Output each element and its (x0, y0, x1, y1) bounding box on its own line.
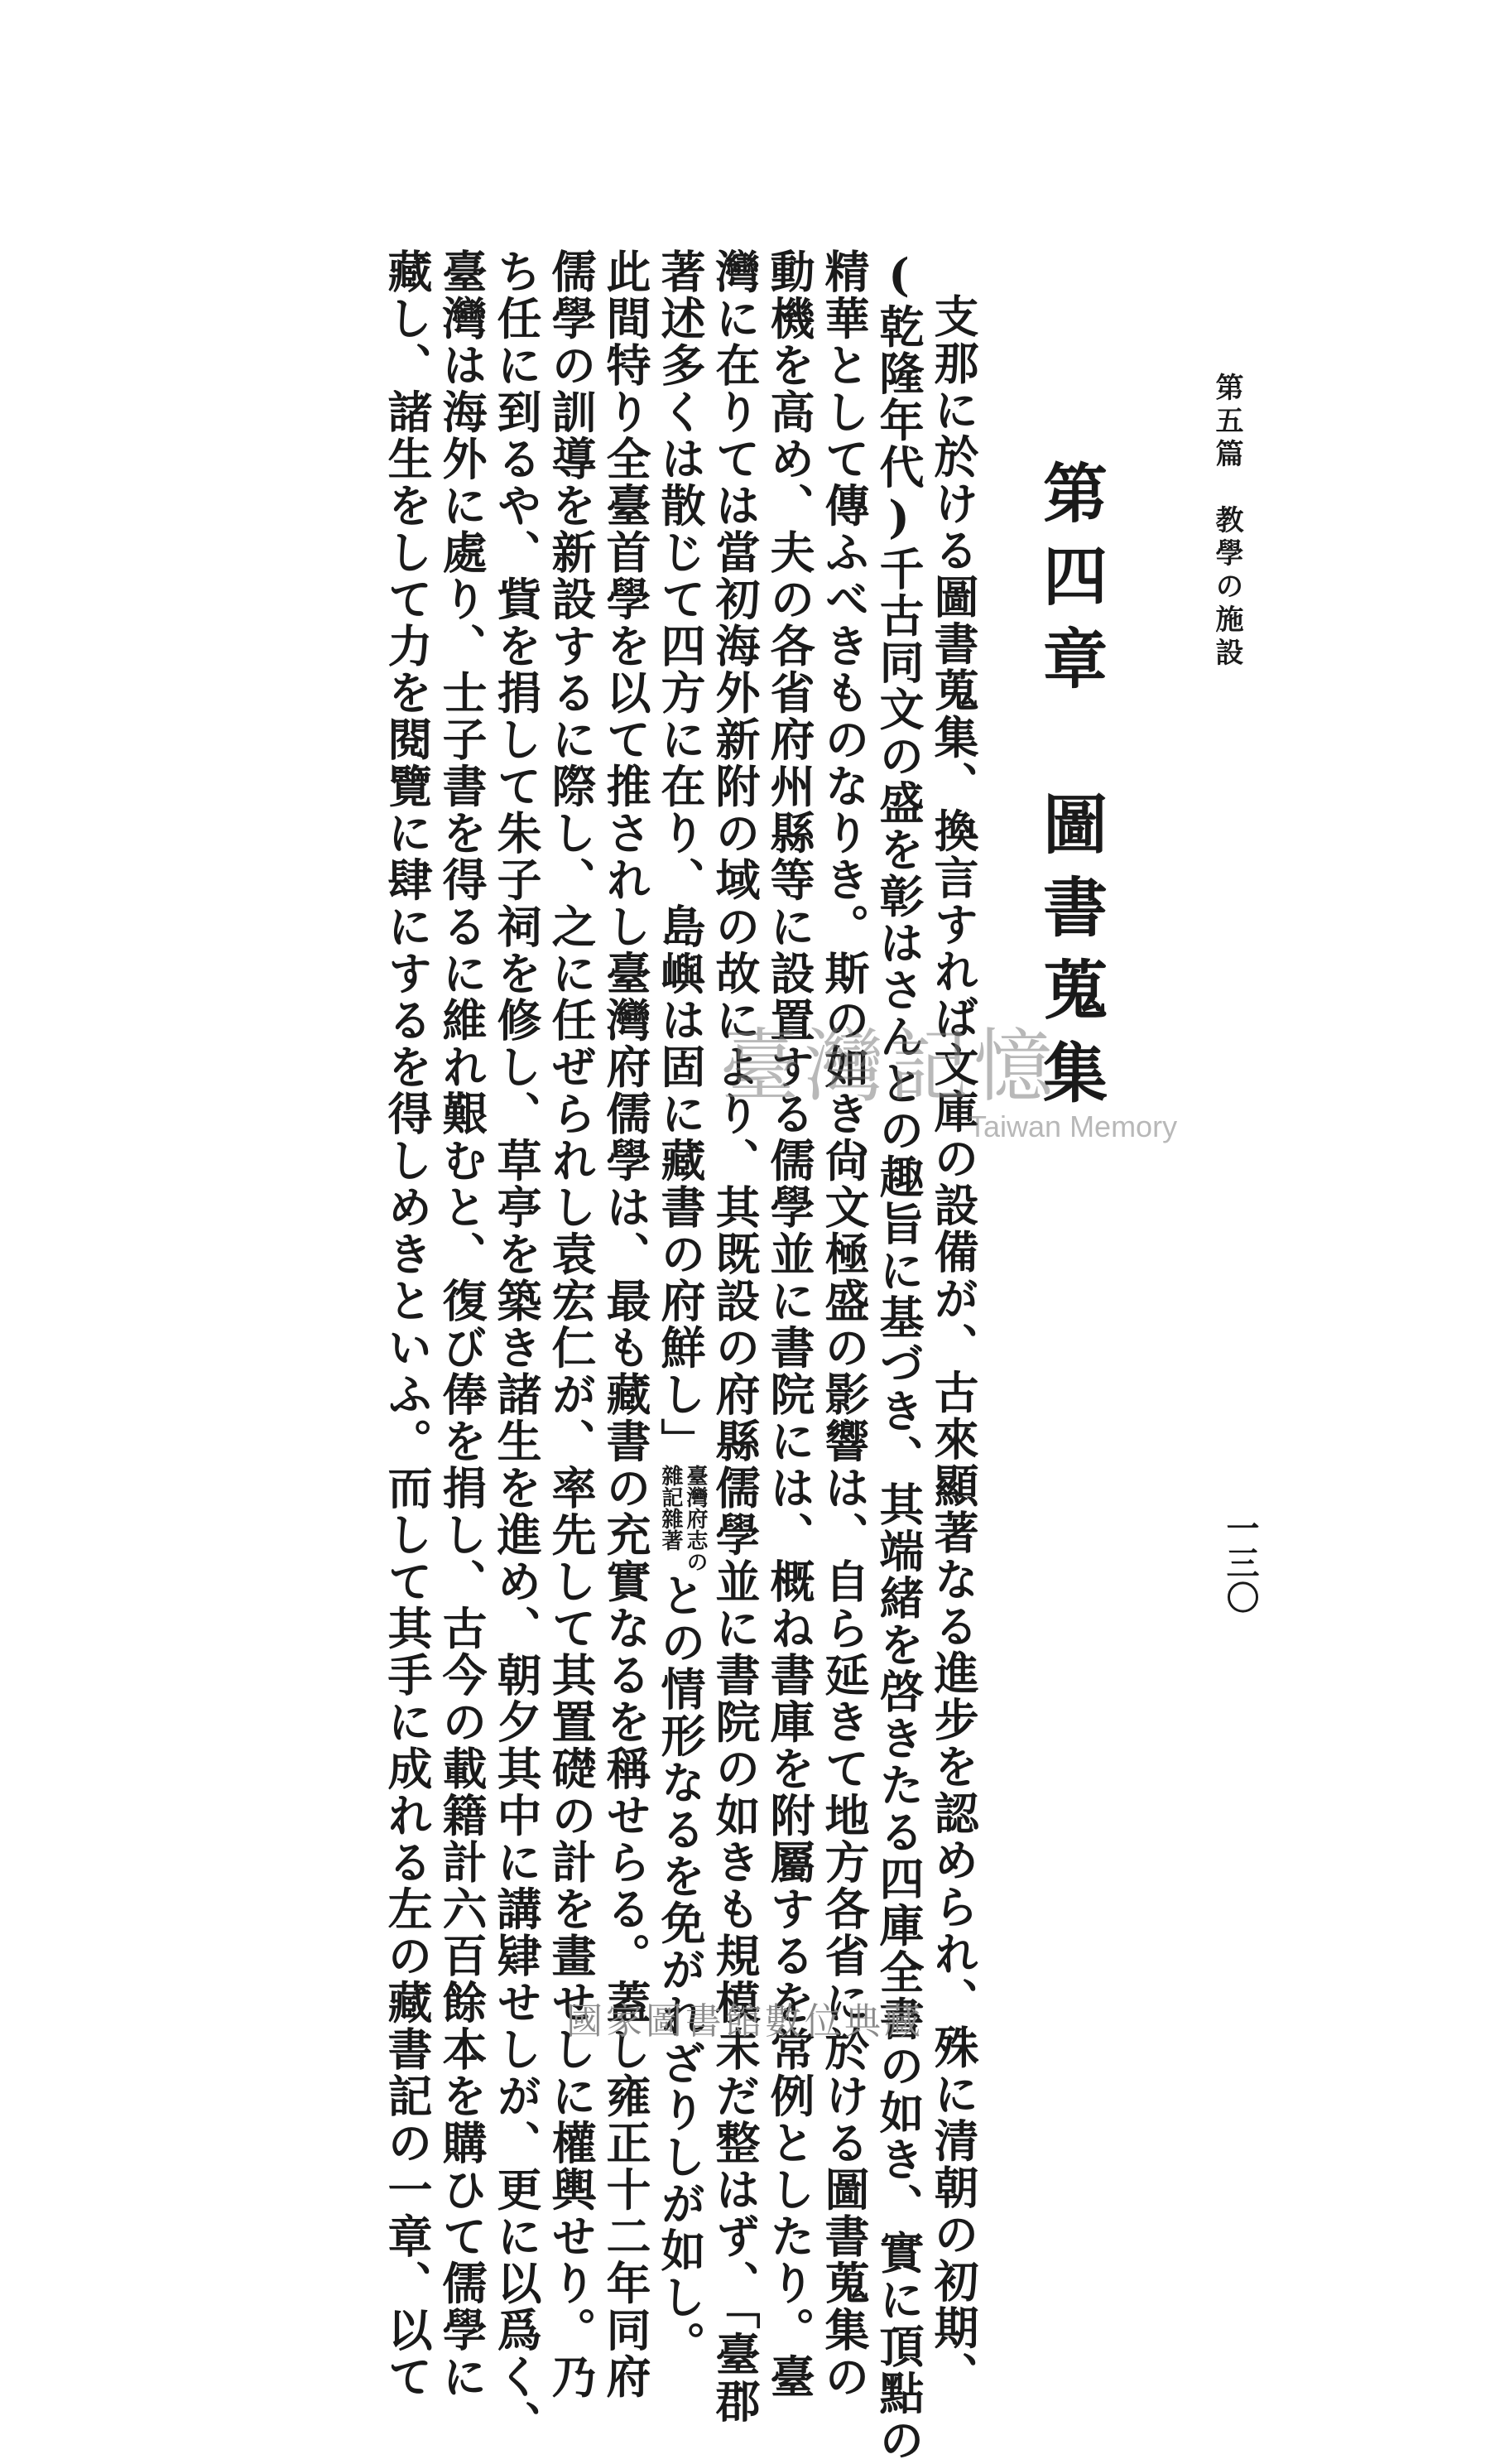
chapter-title: 第四章 圖書蒐集 (1032, 460, 1108, 1122)
watermark-latin-text: Taiwan Memory (968, 1109, 1178, 1143)
body-line: 灣に在りては當初海外新附の域の故により、其既設の府縣儒學並に書院の如きも規模未だ整はず、「臺郡 (709, 248, 762, 2425)
body-line: 此間特り全臺首學を以て推されし臺灣府儒學は、最も藏書の充實なるを稱せらる。蓋し雍正十二年同府 (599, 248, 652, 2400)
footer-credit: 國家圖書館數位典藏 (566, 2000, 924, 2043)
body-line: 精華として傳ふべきものなりき。斯の如き尙文極盛の影響は、自ら延きて地方各省に於ける圖書蒐集の (818, 248, 871, 2400)
watermark-text: 臺灣記憶 (720, 1020, 1058, 1113)
body-line-part: との情形なるを免がれざりしが如し。 (654, 1572, 707, 2368)
annotation-line: 臺灣府志の (683, 1465, 708, 1572)
body-line: 儒學の訓導を新設するに際し、之に任ぜられし袁宏仁が、率先して其置礎の計を畫せしに權輿せり。乃 (545, 248, 598, 2400)
body-line: 支那に於ける圖書蒐集、換言すれば文庫の設備が、古來顯著なる進步を認められ、殊に清朝の初期、 (927, 293, 980, 2399)
body-line: 臺灣は海外に處り、士子書を得るに維れ艱むと、復び俸を捐し、古今の載籍計六百餘本を購ひて儒學に (435, 248, 488, 2400)
body-line-with-note (653, 248, 708, 2368)
body-line: (乾隆年代)千古同文の盛を彰はさんとの趣旨に基づき、其端緒を啓きたる四庫全書の如き、實に頂點の (872, 248, 925, 2464)
body-line: 動機を高め、夫の各省府州縣等に設置する儒學並に書院には、概ね書庫を附屬するを常例としたり。臺 (763, 248, 816, 2400)
annotation-line: 雜記雜著 (658, 1465, 683, 1551)
page-number: 一三〇 (1221, 1511, 1260, 1615)
body-line-part: 著述多くは散じて四方に在り、島嶼は固に藏書の府鮮し」 (654, 248, 707, 1465)
running-header: 第五篇 教學の施設 (1210, 373, 1243, 671)
inline-annotation (658, 1465, 708, 1572)
body-line: 藏し、諸生をして力を閱覽に肆にするを得しめきといふ。而して其手に成れる左の藏書記の一章、以て (381, 248, 434, 2400)
body-line: ち任に到るや、貲を捐して朱子祠を修し、草亭を築き諸生を進め、朝夕其中に講肄せしが、更に以爲く、 (490, 248, 543, 2447)
